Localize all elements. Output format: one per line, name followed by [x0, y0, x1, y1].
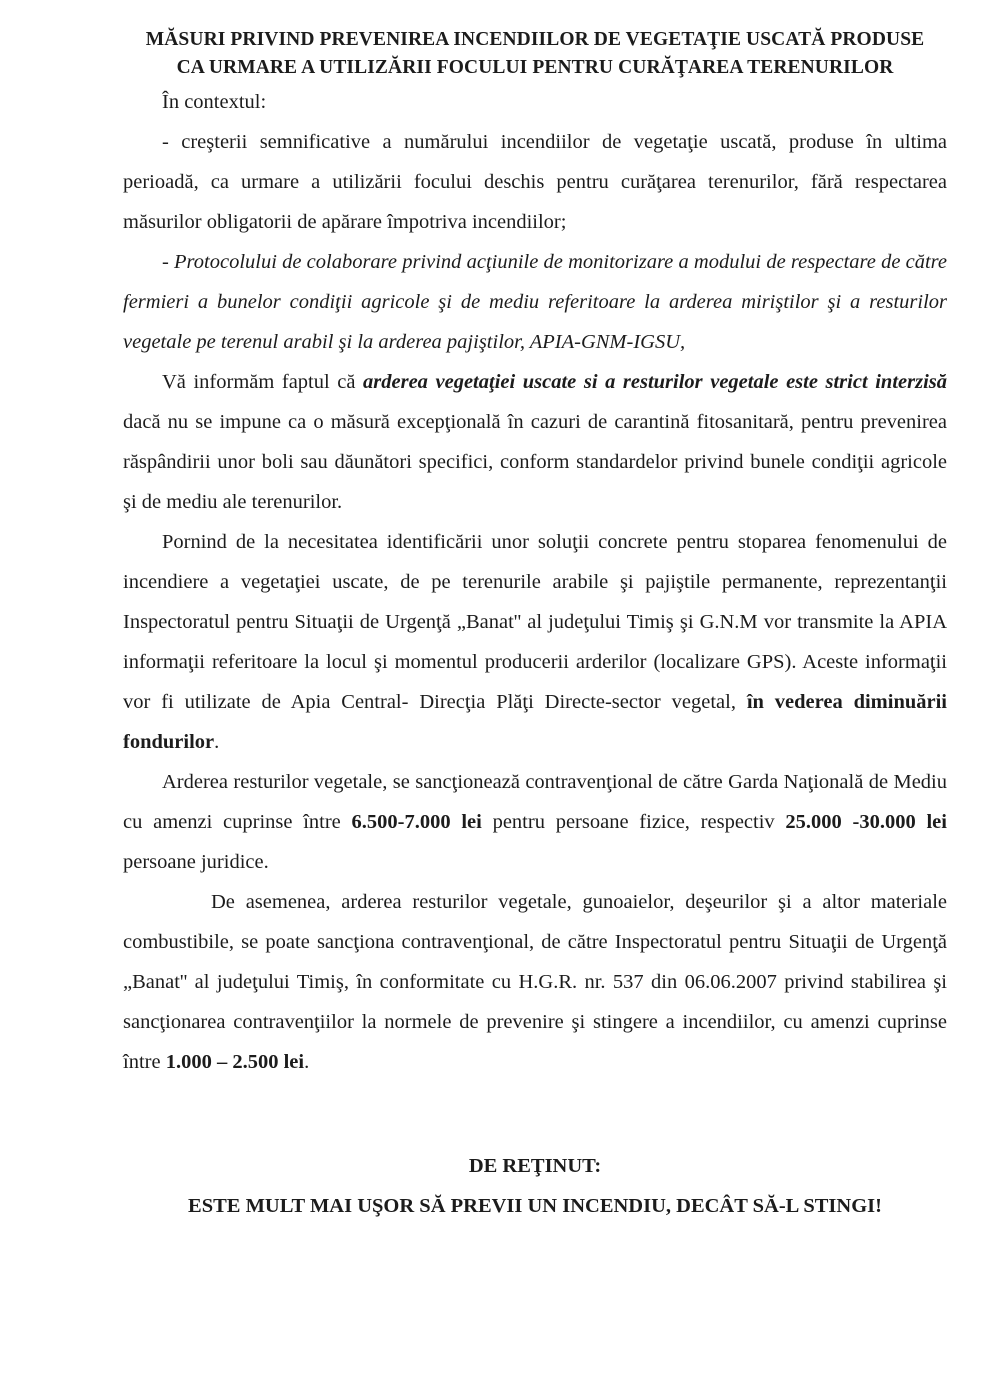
text-run: persoane juridice. — [123, 851, 269, 873]
paragraph — [123, 362, 947, 522]
text-run: Arderea resturilor vegetale, se sancţionează contravenţional de către Garda Naţională de Mediu cu amenzi cuprinse între — [123, 771, 947, 833]
text-run: - creşterii semnificative a numărului incendiilor de vegetaţie uscată, produse în ultima perioadă, ca urmare a utilizării focului deschis pentru curăţarea terenurilor, fără respectarea măsurilor obligatorii de apărare împotriva incendiilor; — [123, 131, 947, 233]
text-run: pentru persoane fizice, respectiv — [481, 811, 786, 833]
text-run: . — [304, 1051, 310, 1073]
body-paragraphs — [123, 122, 947, 1082]
paragraph — [123, 762, 947, 882]
emphasis-text-run: arderea vegetaţiei uscate si a resturilor vegetale este strict interzisă — [363, 371, 947, 393]
emphasis-text-run: în vederea diminuării fondurilor — [123, 691, 947, 753]
emphasis-text-run: 1.000 – 2.500 lei — [165, 1051, 305, 1073]
paragraph — [123, 242, 947, 362]
intro-line: În contextul: — [162, 91, 267, 113]
paragraph — [123, 122, 947, 242]
paragraph — [123, 882, 947, 1082]
paragraph — [123, 522, 947, 762]
text-run: . — [214, 731, 220, 753]
title-line-1: MĂSURI PRIVIND PREVENIREA INCENDIILOR DE VEGETAŢIE USCATĂ PRODUSE — [145, 29, 925, 50]
text-run: Pornind de la necesitatea identificării unor soluţii concrete pentru stoparea fenomenului de incendiere a vegetaţiei uscate, de pe terenurile arabile şi pajiştile permanente, reprezentanţii Inspectoratul pentru Situaţii de Urgenţă „Banat'' al judeţului Timiş şi G.N.M vor transmite la APIA informaţii referitoare la locul şi momentul producerii arderilor (localizare GPS). Aceste informaţii vor fi utilizate de Apia Central- Direcţia Plăţi Directe-sector vegetal, — [123, 531, 947, 713]
document-title — [123, 26, 947, 82]
footer-heading: DE REŢINUT: — [468, 1155, 602, 1177]
footer-slogan: ESTE MULT MAI UŞOR SĂ PREVII UN INCENDIU, DECÂT SĂ-L STINGI! — [188, 1195, 882, 1217]
emphasis-text-run: 25.000 -30.000 lei — [785, 811, 947, 833]
text-run: De asemenea, arderea resturilor vegetale, gunoaielor, deşeurilor şi a altor materiale combustibile, se poate sancţiona contravenţional, de către Inspectoratul pentru Situaţii de Urgenţă „Banat'' al judeţului Timiş, în conformitate cu H.G.R. nr. 537 din 06.06.2007 privind stabilirea şi sancţionarea contravenţiilor la normele de prevenire şi stingere a incendiilor, cu amenzi cuprinse între — [123, 891, 947, 1073]
emphasis-text-run: - Protocolului de colaborare privind acţiunile de monitorizare a modului de respectare de către fermieri a bunelor condiţii agricole şi de mediu referitoare la arderea miriştilor şi a resturilor vegetale pe terenul arabil şi la arderea pajiştilor, APIA-GNM-IGSU, — [123, 251, 947, 353]
title-line-2: CA URMARE A UTILIZĂRII FOCULUI PENTRU CURĂŢAREA TERENURILOR — [176, 57, 894, 78]
footer-note — [123, 1146, 947, 1226]
text-run: Vă informăm faptul că — [162, 371, 364, 393]
text-run: dacă nu se impune ca o măsură excepţională în cazuri de carantină fitosanitară, pentru prevenirea răspândirii unor boli sau dăunători specifici, conform standardelor privind bunele condiţii agricole şi de mediu ale terenurilor. — [123, 411, 947, 513]
emphasis-text-run: 6.500-7.000 lei — [351, 811, 482, 833]
